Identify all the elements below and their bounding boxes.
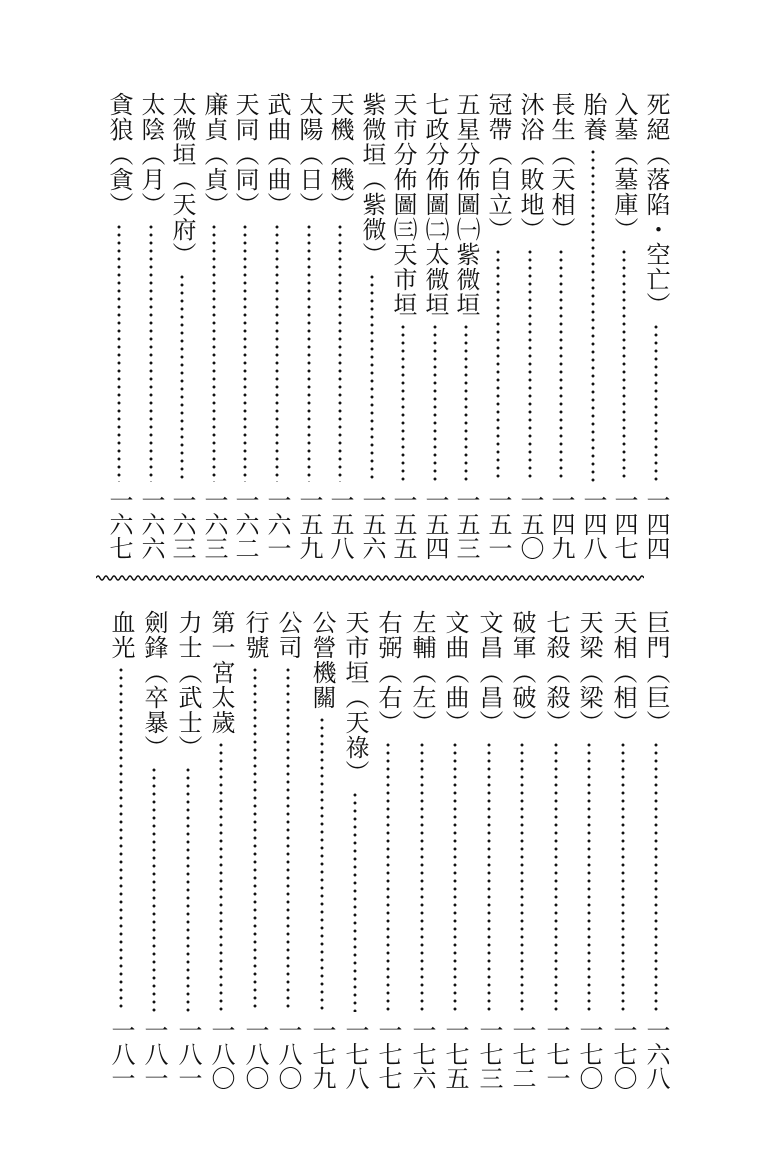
dot-leader [152,766,156,1012]
toc-entry [610,92,638,560]
entry-title: 太陽（日） [295,92,323,217]
toc-entry [408,610,436,1090]
entry-title: 五星分佈圖㈠紫微垣 [452,92,480,317]
entry-title: 沐浴（敗地） [516,92,544,242]
dot-leader [253,666,257,1012]
entry-title: 紫微垣（紫微） [358,92,386,267]
entry-title: 天市分佈圖㈢天市垣 [389,92,417,317]
dot-leader [119,666,123,1012]
entry-title: 冠帶（自立） [484,92,512,242]
toc-entry [137,92,165,560]
entry-page-number: 一六一 [263,488,291,560]
entry-page-number: 一五五 [389,488,417,560]
dot-leader [464,323,468,482]
entry-page-number: 一五九 [295,488,323,560]
toc-entry [508,610,536,1090]
entry-title: 公營機關 [308,610,336,710]
entry-page-number: 一七一 [542,1018,570,1090]
toc-entry [140,610,168,1090]
entry-page-number: 一五八 [326,488,354,560]
entry-title: 劍鋒（卒暴） [140,610,168,760]
entry-page-number: 一四八 [579,488,607,560]
toc-entry [374,610,402,1090]
dot-leader [370,273,374,482]
dot-leader [353,791,357,1012]
toc-entry [274,610,302,1090]
toc-entry [295,92,323,560]
entry-page-number: 一八〇 [241,1018,269,1090]
dot-leader [622,248,626,482]
entry-title: 巨門（巨） [642,610,670,735]
entry-page-number: 一五〇 [516,488,544,560]
entry-page-number: 一七〇 [609,1018,637,1090]
dot-leader [554,741,558,1012]
entry-title: 右弼（右） [374,610,402,735]
entry-title: 行號 [241,610,269,660]
toc-entry [452,92,480,560]
entry-title: 天梁（梁） [575,610,603,735]
toc-entry [389,92,417,560]
entry-page-number: 一五六 [358,488,386,560]
entry-title: 七殺（殺） [542,610,570,735]
entry-page-number: 一六三 [200,488,228,560]
dot-leader [286,666,290,1012]
toc-entry [105,92,133,560]
dot-leader [338,223,342,482]
entry-page-number: 一六七 [105,488,133,560]
entry-page-number: 一七七 [374,1018,402,1090]
entry-title: 文曲（曲） [441,610,469,735]
toc-entry [421,92,449,560]
entry-page-number: 一五四 [421,488,449,560]
dot-leader [219,741,223,1012]
dot-leader [487,741,491,1012]
entry-page-number: 一八〇 [207,1018,235,1090]
toc-entry [516,92,544,560]
dot-leader [149,223,153,482]
entry-page-number: 一四七 [610,488,638,560]
dot-leader [386,741,390,1012]
entry-title: 太微垣（天府） [168,92,196,267]
dot-leader [520,741,524,1012]
entry-title: 公司 [274,610,302,660]
entry-title: 天機（機） [326,92,354,217]
entry-page-number: 一八〇 [274,1018,302,1090]
entry-title: 破軍（破） [508,610,536,735]
toc-top-section [70,92,670,560]
entry-page-number: 一六三 [168,488,196,560]
toc-entry [642,92,670,560]
toc-entry [609,610,637,1090]
dot-leader [212,223,216,482]
dot-leader [528,248,532,482]
toc-entry [326,92,354,560]
toc-entry [579,92,607,560]
entry-page-number: 一四九 [547,488,575,560]
entry-title: 第一宮太歲 [207,610,235,735]
toc-entry [642,610,670,1090]
dot-leader [307,223,311,482]
dot-leader [117,223,121,482]
dot-leader [496,248,500,482]
entry-page-number: 一七八 [341,1018,369,1090]
dot-leader [420,741,424,1012]
dot-leader [654,741,658,1012]
toc-entry [441,610,469,1090]
entry-page-number: 一五一 [484,488,512,560]
entry-page-number: 一六六 [137,488,165,560]
toc-entry [168,92,196,560]
entry-title: 胎養 [579,92,607,142]
wavy-divider [96,572,644,584]
entry-page-number: 一七五 [441,1018,469,1090]
toc-entry [475,610,503,1090]
entry-title: 天相（相） [609,610,637,735]
entry-page-number: 一七二 [508,1018,536,1090]
dot-leader [621,741,625,1012]
entry-title: 太陰（月） [137,92,165,217]
entry-title: 力士（武士） [174,610,202,760]
dot-leader [275,223,279,482]
toc-entry [341,610,369,1090]
entry-title: 廉貞（貞） [200,92,228,217]
toc-entry [241,610,269,1090]
entry-page-number: 一六二 [231,488,259,560]
entry-page-number: 一七〇 [575,1018,603,1090]
dot-leader [587,741,591,1012]
dot-leader [559,248,563,482]
toc-entry [207,610,235,1090]
entry-page-number: 一七六 [408,1018,436,1090]
dot-leader [180,273,184,482]
entry-page-number: 一五三 [452,488,480,560]
toc-entry [231,92,259,560]
toc-bottom-section [70,610,670,1090]
entry-title: 天市垣（天祿） [341,610,369,785]
entry-page-number: 一六八 [642,1018,670,1090]
entry-title: 長生（天相） [547,92,575,242]
entry-title: 武曲（曲） [263,92,291,217]
entry-title: 左輔（左） [408,610,436,735]
dot-leader [654,323,658,482]
entry-title: 死絕（落陷・空亡） [642,92,670,317]
dot-leader [243,223,247,482]
entry-page-number: 一八一 [140,1018,168,1090]
dot-leader [186,766,190,1012]
entry-page-number: 一七九 [308,1018,336,1090]
entry-page-number: 一七三 [475,1018,503,1090]
dot-leader [433,323,437,482]
toc-entry [547,92,575,560]
dot-leader [320,716,324,1012]
toc-entry [174,610,202,1090]
toc-entry [542,610,570,1090]
entry-title: 天同（同） [231,92,259,217]
entry-page-number: 一八一 [107,1018,135,1090]
dot-leader [453,741,457,1012]
toc-entry [200,92,228,560]
toc-entry [484,92,512,560]
entry-page-number: 一八一 [174,1018,202,1090]
dot-leader [591,148,595,482]
entry-title: 血光 [107,610,135,660]
entry-title: 文昌（昌） [475,610,503,735]
toc-entry [263,92,291,560]
entry-title: 七政分佈圖㈡太微垣 [421,92,449,317]
toc-entry [308,610,336,1090]
entry-page-number: 一四四 [642,488,670,560]
toc-entry [358,92,386,560]
dot-leader [401,323,405,482]
entry-title: 入墓（墓庫） [610,92,638,242]
entry-title: 貪狼（貪） [105,92,133,217]
toc-entry [107,610,135,1090]
toc-entry [575,610,603,1090]
